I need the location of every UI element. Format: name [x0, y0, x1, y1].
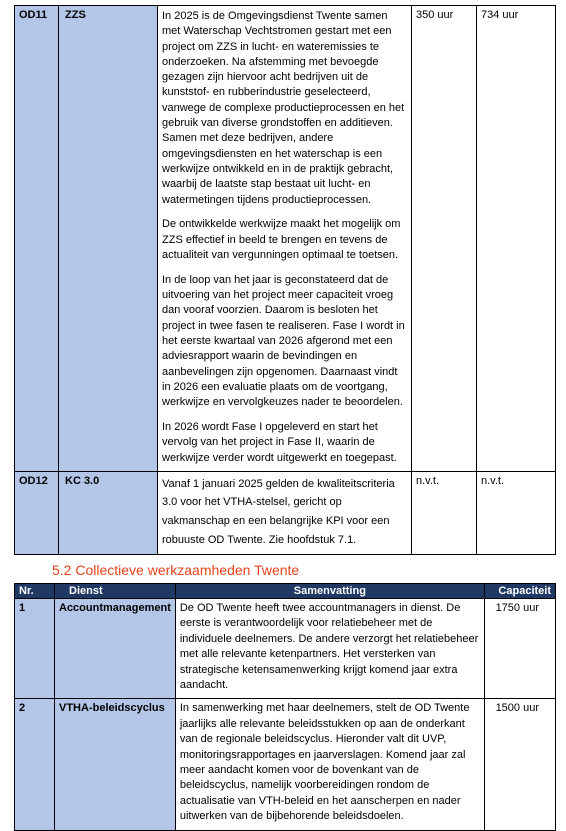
od-projects-table	[14, 5, 556, 555]
column-header-capaciteit: Capaciteit	[484, 584, 555, 599]
table-header-row	[15, 584, 556, 599]
table-row	[15, 699, 556, 830]
row-capaciteit: 1750 uur	[484, 599, 555, 699]
row-dienst: Accountmanagement	[55, 599, 176, 699]
row-code: OD12	[15, 471, 59, 554]
description-paragraph: In de loop van het jaar is geconstateerd dat de uitvoering van het project meer capaciteit vroeg dan vooraf voorzien. Daarom is besloten het project in twee fasen te realiseren. Fase I wordt in het eerste kwartaal van 2026 afgerond met een adviesrapport waarin de bevindingen en aanbevelingen zijn opgenomen. Daarnaast vindt in 2026 een evaluatie plaats om de voortgang, werkwijze en vervolgkeuzes nader te beoordelen.	[162, 273, 405, 409]
description-paragraph: Vanaf 1 januari 2025 gelden de kwaliteitscriteria 3.0 voor het VTHA-stelsel, gericht op vakmanschap en een belangrijke KPI voor een robuuste OD Twente. Zie hoofdstuk 7.1.	[162, 477, 395, 546]
column-header-samenvatting: Samenvatting	[175, 584, 484, 599]
row-hours-2: n.v.t.	[477, 471, 556, 554]
row-capaciteit: 1500 uur	[484, 699, 555, 830]
description-paragraph: In 2025 is de Omgevingsdienst Twente samen met Waterschap Vechtstromen gestart met een project om ZZS in lucht- en wateremissies te onderzoeken. Na afstemming met bevoegde gezagen zijn hiervoor acht bedrijven uit de kunststof- en rubberindustrie geselecteerd, vanwege de complexe productieprocessen en het gebruik van diverse grondstoffen en additieven. Samen met deze bedrijven, andere omgevingsdiensten en het waterschap is een werkwijze ontwikkeld en in de praktijk gebracht, waarbij de laatste stap bestaat uit lucht- en watermetingen tijdens productieprocessen.	[162, 10, 405, 206]
row-topic: ZZS	[59, 6, 158, 472]
collective-work-table	[14, 583, 556, 831]
row-nr: 1	[15, 599, 55, 699]
row-dienst: VTHA-beleidscyclus	[55, 699, 176, 830]
row-hours-2: 734 uur	[477, 6, 556, 472]
table-row	[15, 599, 556, 699]
description-paragraph: De ontwikkelde werkwijze maakt het mogelijk om ZZS effectief in beeld te brengen en tevens de actualiteit van vergunningen optimaal te toetsen.	[162, 218, 401, 261]
column-header-dienst: Dienst	[55, 584, 176, 599]
row-nr: 2	[15, 699, 55, 830]
table-row	[15, 471, 556, 554]
row-samenvatting: De OD Twente heeft twee accountmanagers in dienst. De eerste is verantwoordelijk voor relatiebeheer met de individuele deelnemers. De andere verzorgt het relatiebeheer met alle relevante ketenpartners. Het versterken van strategische ketensamenwerking krijgt komend jaar extra aandacht.	[175, 599, 484, 699]
row-hours-1: 350 uur	[412, 6, 477, 472]
column-header-nr: Nr.	[15, 584, 55, 599]
row-description	[158, 6, 412, 472]
row-description	[158, 471, 412, 554]
section-heading: 5.2 Collectieve werkzaamheden Twente	[52, 562, 300, 578]
table-row	[15, 6, 556, 472]
row-code: OD11	[15, 6, 59, 472]
row-hours-1: n.v.t.	[412, 471, 477, 554]
description-paragraph: In 2026 wordt Fase I opgeleverd en start het vervolg van het project in Fase II, waarin de werkwijze verder wordt uitgewerkt en toegepast.	[162, 420, 397, 464]
row-topic: KC 3.0	[59, 471, 158, 554]
row-samenvatting: In samenwerking met haar deelnemers, stelt de OD Twente jaarlijks alle relevante beleidsstukken op aan de onderkant van de regionale beleidscyclus. Hieronder valt dit UVP, monitoringsrapportages en jaarverslagen. Komend jaar zal meer aandacht komen voor de bovenkant van de beleidscyclus, namelijk voorbereidingen rondom de actualisatie van VTH-beleid en het aanscherpen en nader uitwerken van de bijbehorende beleidsdoelen.	[175, 699, 484, 830]
